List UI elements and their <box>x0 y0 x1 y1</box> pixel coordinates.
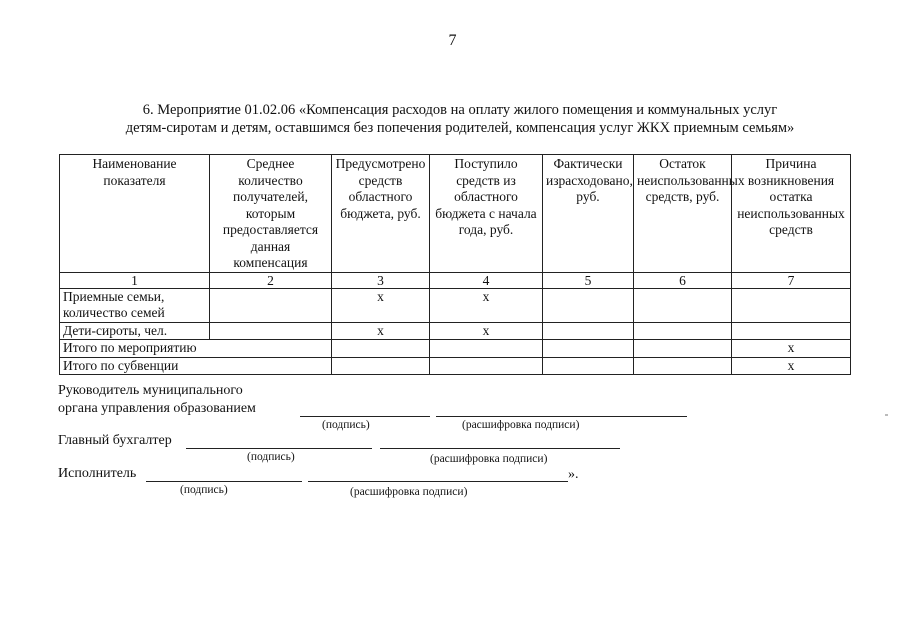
column-number: 5 <box>543 272 634 288</box>
executor-transcript-caption: (расшифровка подписи) <box>350 486 468 498</box>
table-cell <box>634 357 732 375</box>
total-row <box>60 340 851 358</box>
row-label: Дети-сироты, чел. <box>60 322 210 340</box>
column-number-row <box>60 272 851 288</box>
table-cell <box>543 322 634 340</box>
table-cell: x <box>430 288 543 322</box>
table-row <box>60 322 851 340</box>
header-cell-planned: Предусмотрено средств областного бюджета, руб. <box>332 155 430 273</box>
header-cell-reason: Причина возникновения остатка неиспользованных средств <box>732 155 851 273</box>
table-cell <box>634 340 732 358</box>
head-signature-line <box>300 416 430 417</box>
head-transcript-line <box>436 416 687 417</box>
header-cell-remainder: Остаток неиспользованных средств, руб. <box>634 155 732 273</box>
table-cell <box>543 357 634 375</box>
column-number: 1 <box>60 272 210 288</box>
head-transcript-caption: (расшифровка подписи) <box>462 419 580 431</box>
table-cell <box>332 357 430 375</box>
table-cell <box>732 288 851 322</box>
accountant-title: Главный бухгалтер <box>58 433 172 448</box>
total-label: Итого по мероприятию <box>60 340 332 358</box>
header-cell-indicator: Наименование показателя <box>60 155 210 273</box>
executor-signature-caption: (подпись) <box>180 484 228 496</box>
accountant-signature-line <box>186 448 372 449</box>
report-table <box>59 154 851 375</box>
column-number: 6 <box>634 272 732 288</box>
table-cell <box>543 340 634 358</box>
table-cell: x <box>732 340 851 358</box>
table-cell <box>543 288 634 322</box>
table-cell <box>332 340 430 358</box>
accountant-transcript-line <box>380 448 620 449</box>
heading-line-1: 6. Мероприятие 01.02.06 «Компенсация расходов на оплату жилого помещения и коммунальных услуг <box>142 102 778 118</box>
table-cell <box>634 288 732 322</box>
row-label: Приемные семьи, количество семей <box>60 288 210 322</box>
accountant-transcript-caption: (расшифровка подписи) <box>430 453 548 465</box>
column-number: 4 <box>430 272 543 288</box>
table-cell: x <box>332 288 430 322</box>
column-number: 3 <box>332 272 430 288</box>
executor-signature-line <box>146 481 302 482</box>
table-cell: x <box>732 357 851 375</box>
accountant-signature-caption: (подпись) <box>247 451 295 463</box>
head-title-line-2: органа управления образованием <box>58 401 256 416</box>
total-row <box>60 357 851 375</box>
executor-title: Исполнитель <box>58 466 137 481</box>
header-cell-spent: Фактически израсходовано, руб. <box>543 155 634 273</box>
table-row <box>60 288 851 322</box>
section-heading <box>80 101 840 137</box>
header-cell-received: Поступило средств из областного бюджета с начала года, руб. <box>430 155 543 273</box>
closing-quote: ». <box>568 467 579 482</box>
heading-line-2: детям-сиротам и детям, оставшимся без попечения родителей, компенсация услуг ЖКХ приемным семьям» <box>125 120 795 136</box>
scan-speck <box>885 414 888 416</box>
column-number: 2 <box>210 272 332 288</box>
column-number: 7 <box>732 272 851 288</box>
table-header-row <box>60 155 851 273</box>
table-cell <box>430 357 543 375</box>
executor-transcript-line <box>308 481 568 482</box>
table-cell <box>210 322 332 340</box>
table-cell: x <box>430 322 543 340</box>
total-label: Итого по субвенции <box>60 357 332 375</box>
head-title-line-1: Руководитель муниципального <box>58 383 243 398</box>
head-signature-caption: (подпись) <box>322 419 370 431</box>
table-cell <box>430 340 543 358</box>
table-cell <box>634 322 732 340</box>
table-cell <box>732 322 851 340</box>
table-cell <box>210 288 332 322</box>
header-cell-recipients: Среднее количество получателей, которым предоставляется данная компенсация <box>210 155 332 273</box>
table-cell: x <box>332 322 430 340</box>
page-number: 7 <box>448 32 457 49</box>
